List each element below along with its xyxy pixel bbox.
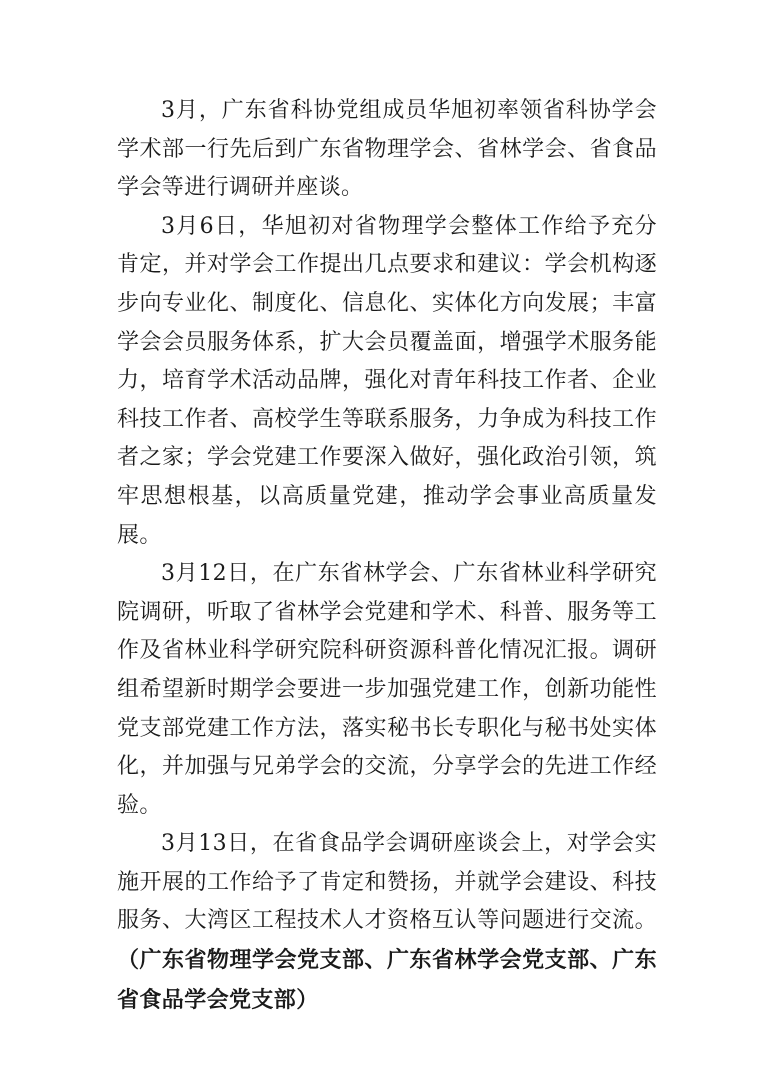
paragraph-forestry-society: 3月12日，在广东省林学会、广东省林业科学研究院调研，听取了省林学会党建和学术、科普、服务等工作及省林业科学研究院科研资源科普化情况汇报。调研组希望新时期学会要进一步加强党建工作，创新功能性党支部党建工作方法，落实秘书长专职化与秘书处实体化，并加强与兄弟学会的交流，分享学会的先进工作经验。 — [117, 561, 657, 818]
paragraph-food-society — [117, 825, 657, 1020]
paragraph-intro: 3月，广东省科协党组成员华旭初率领省科协学会学术部一行先后到广东省物理学会、省林学会、省食品学会等进行调研并座谈。 — [117, 98, 657, 201]
paragraph-food-society-text: 3月13日，在省食品学会调研座谈会上，对学会实施开展的工作给予了肯定和赞扬，并就学会建设、科技服务、大湾区工程技术人才资格互认等问题进行交流。 — [117, 831, 657, 934]
source-attribution: （广东省物理学会党支部、广东省林学会党支部、广东省食品学会党支部） — [117, 947, 657, 1013]
paragraph-physics-society: 3月6日，华旭初对省物理学会整体工作给予充分肯定，并对学会工作提出几点要求和建议：学会机构逐步向专业化、制度化、信息化、实体化方向发展；丰富学会会员服务体系，扩大会员覆盖面，增强学术服务能力，培育学术活动品牌，强化对青年科技工作者、企业科技工作者、高校学生等联系服务，力争成为科技工作者之家；学会党建工作要深入做好，强化政治引领，筑牢思想根基，以高质量党建，推动学会事业高质量发展。 — [117, 213, 657, 548]
document-body — [117, 92, 657, 1020]
